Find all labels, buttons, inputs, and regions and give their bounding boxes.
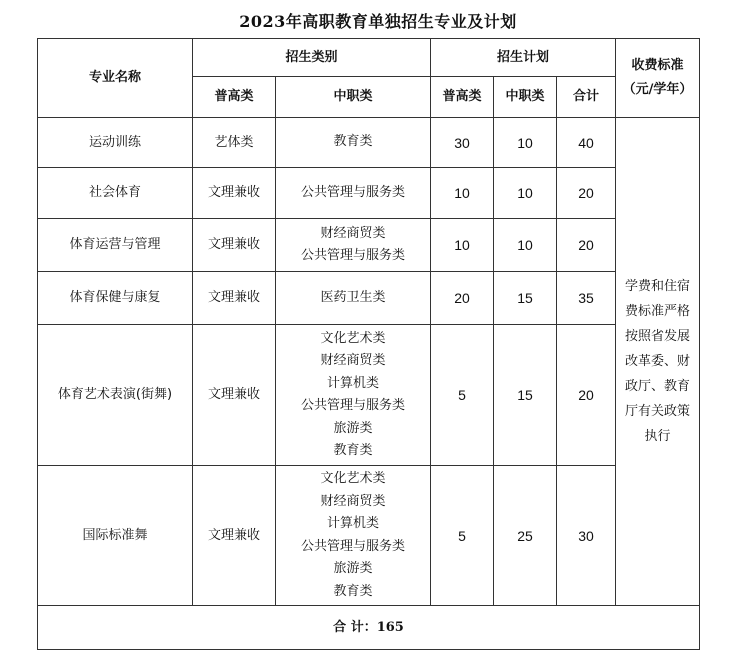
table-row (38, 466, 700, 606)
vocational-category: 财经商贸类 (320, 353, 386, 368)
plan-vocational: 15 (494, 272, 557, 325)
header-cat-vocational: 中职类 (276, 77, 431, 118)
vocational-category: 文化艺术类 (320, 330, 386, 346)
vocational-category: 旅游类 (333, 561, 373, 576)
plan-vocational: 15 (494, 325, 557, 466)
plan-general: 20 (431, 272, 494, 325)
enrollment-plan-table (37, 38, 700, 650)
general-category: 艺体类 (193, 118, 276, 168)
major-name: 体育保健与康复 (38, 272, 193, 325)
table-row (38, 168, 700, 219)
major-name: 社会体育 (38, 168, 193, 219)
plan-general: 30 (431, 118, 494, 168)
vocational-category: 教育类 (333, 134, 373, 150)
header-plan-total: 合计 (557, 77, 616, 118)
vocational-categories (276, 219, 431, 272)
vocational-category: 教育类 (333, 443, 373, 458)
header-plan-group: 招生计划 (431, 39, 616, 77)
vocational-categories (276, 325, 431, 466)
vocational-category: 公共管理与服务类 (301, 398, 406, 413)
total-row (38, 606, 700, 650)
vocational-category: 公共管理与服务类 (301, 538, 406, 554)
table-row (38, 325, 700, 466)
plan-general: 10 (431, 219, 494, 272)
general-category: 文理兼收 (193, 466, 276, 606)
vocational-categories (276, 466, 431, 606)
vocational-categories (276, 118, 431, 168)
header-category-group: 招生类别 (193, 39, 431, 77)
plan-general: 5 (431, 466, 494, 606)
page-title: 2023年高职教育单独招生专业及计划 (239, 12, 517, 31)
major-name: 体育艺术表演(街舞) (38, 325, 193, 466)
vocational-category: 财经商贸类 (320, 225, 386, 241)
header-plan-vocational: 中职类 (494, 77, 557, 118)
table-row (38, 118, 700, 168)
plan-general: 10 (431, 168, 494, 219)
plan-vocational: 10 (494, 168, 557, 219)
vocational-category: 医药卫生类 (320, 289, 386, 305)
vocational-category: 公共管理与服务类 (301, 184, 406, 200)
header-plan-general: 普高类 (431, 77, 494, 118)
vocational-category: 文化艺术类 (320, 471, 386, 486)
header-major: 专业名称 (38, 39, 193, 118)
vocational-categories (276, 168, 431, 219)
header-fee-text: 收费标准（元/学年） (622, 58, 693, 97)
general-category: 文理兼收 (193, 325, 276, 466)
general-category: 文理兼收 (193, 219, 276, 272)
plan-total: 35 (557, 272, 616, 325)
plan-total: 30 (557, 466, 616, 606)
vocational-category: 计算机类 (327, 516, 380, 531)
plan-total: 40 (557, 118, 616, 168)
vocational-category: 财经商贸类 (320, 493, 386, 509)
fee-note: 学费和住宿费标准严格按照省发展改革委、财政厅、教育厅有关政策执行 (616, 118, 700, 606)
header-fee (616, 39, 700, 118)
major-name: 运动训练 (38, 118, 193, 168)
general-category: 文理兼收 (193, 168, 276, 219)
plan-total: 20 (557, 325, 616, 466)
general-category: 文理兼收 (193, 272, 276, 325)
plan-general: 5 (431, 325, 494, 466)
vocational-category: 计算机类 (327, 375, 380, 391)
header-cat-general: 普高类 (193, 77, 276, 118)
table-row (38, 219, 700, 272)
major-name: 体育运营与管理 (38, 219, 193, 272)
table-row (38, 272, 700, 325)
plan-vocational: 10 (494, 219, 557, 272)
plan-vocational: 10 (494, 118, 557, 168)
plan-total: 20 (557, 168, 616, 219)
grand-total: 合 计：165 (38, 606, 700, 650)
plan-total: 20 (557, 219, 616, 272)
vocational-categories (276, 272, 431, 325)
vocational-category: 教育类 (333, 583, 373, 599)
vocational-category: 公共管理与服务类 (301, 248, 406, 263)
vocational-category: 旅游类 (333, 420, 373, 436)
plan-vocational: 25 (494, 466, 557, 606)
major-name: 国际标准舞 (38, 466, 193, 606)
